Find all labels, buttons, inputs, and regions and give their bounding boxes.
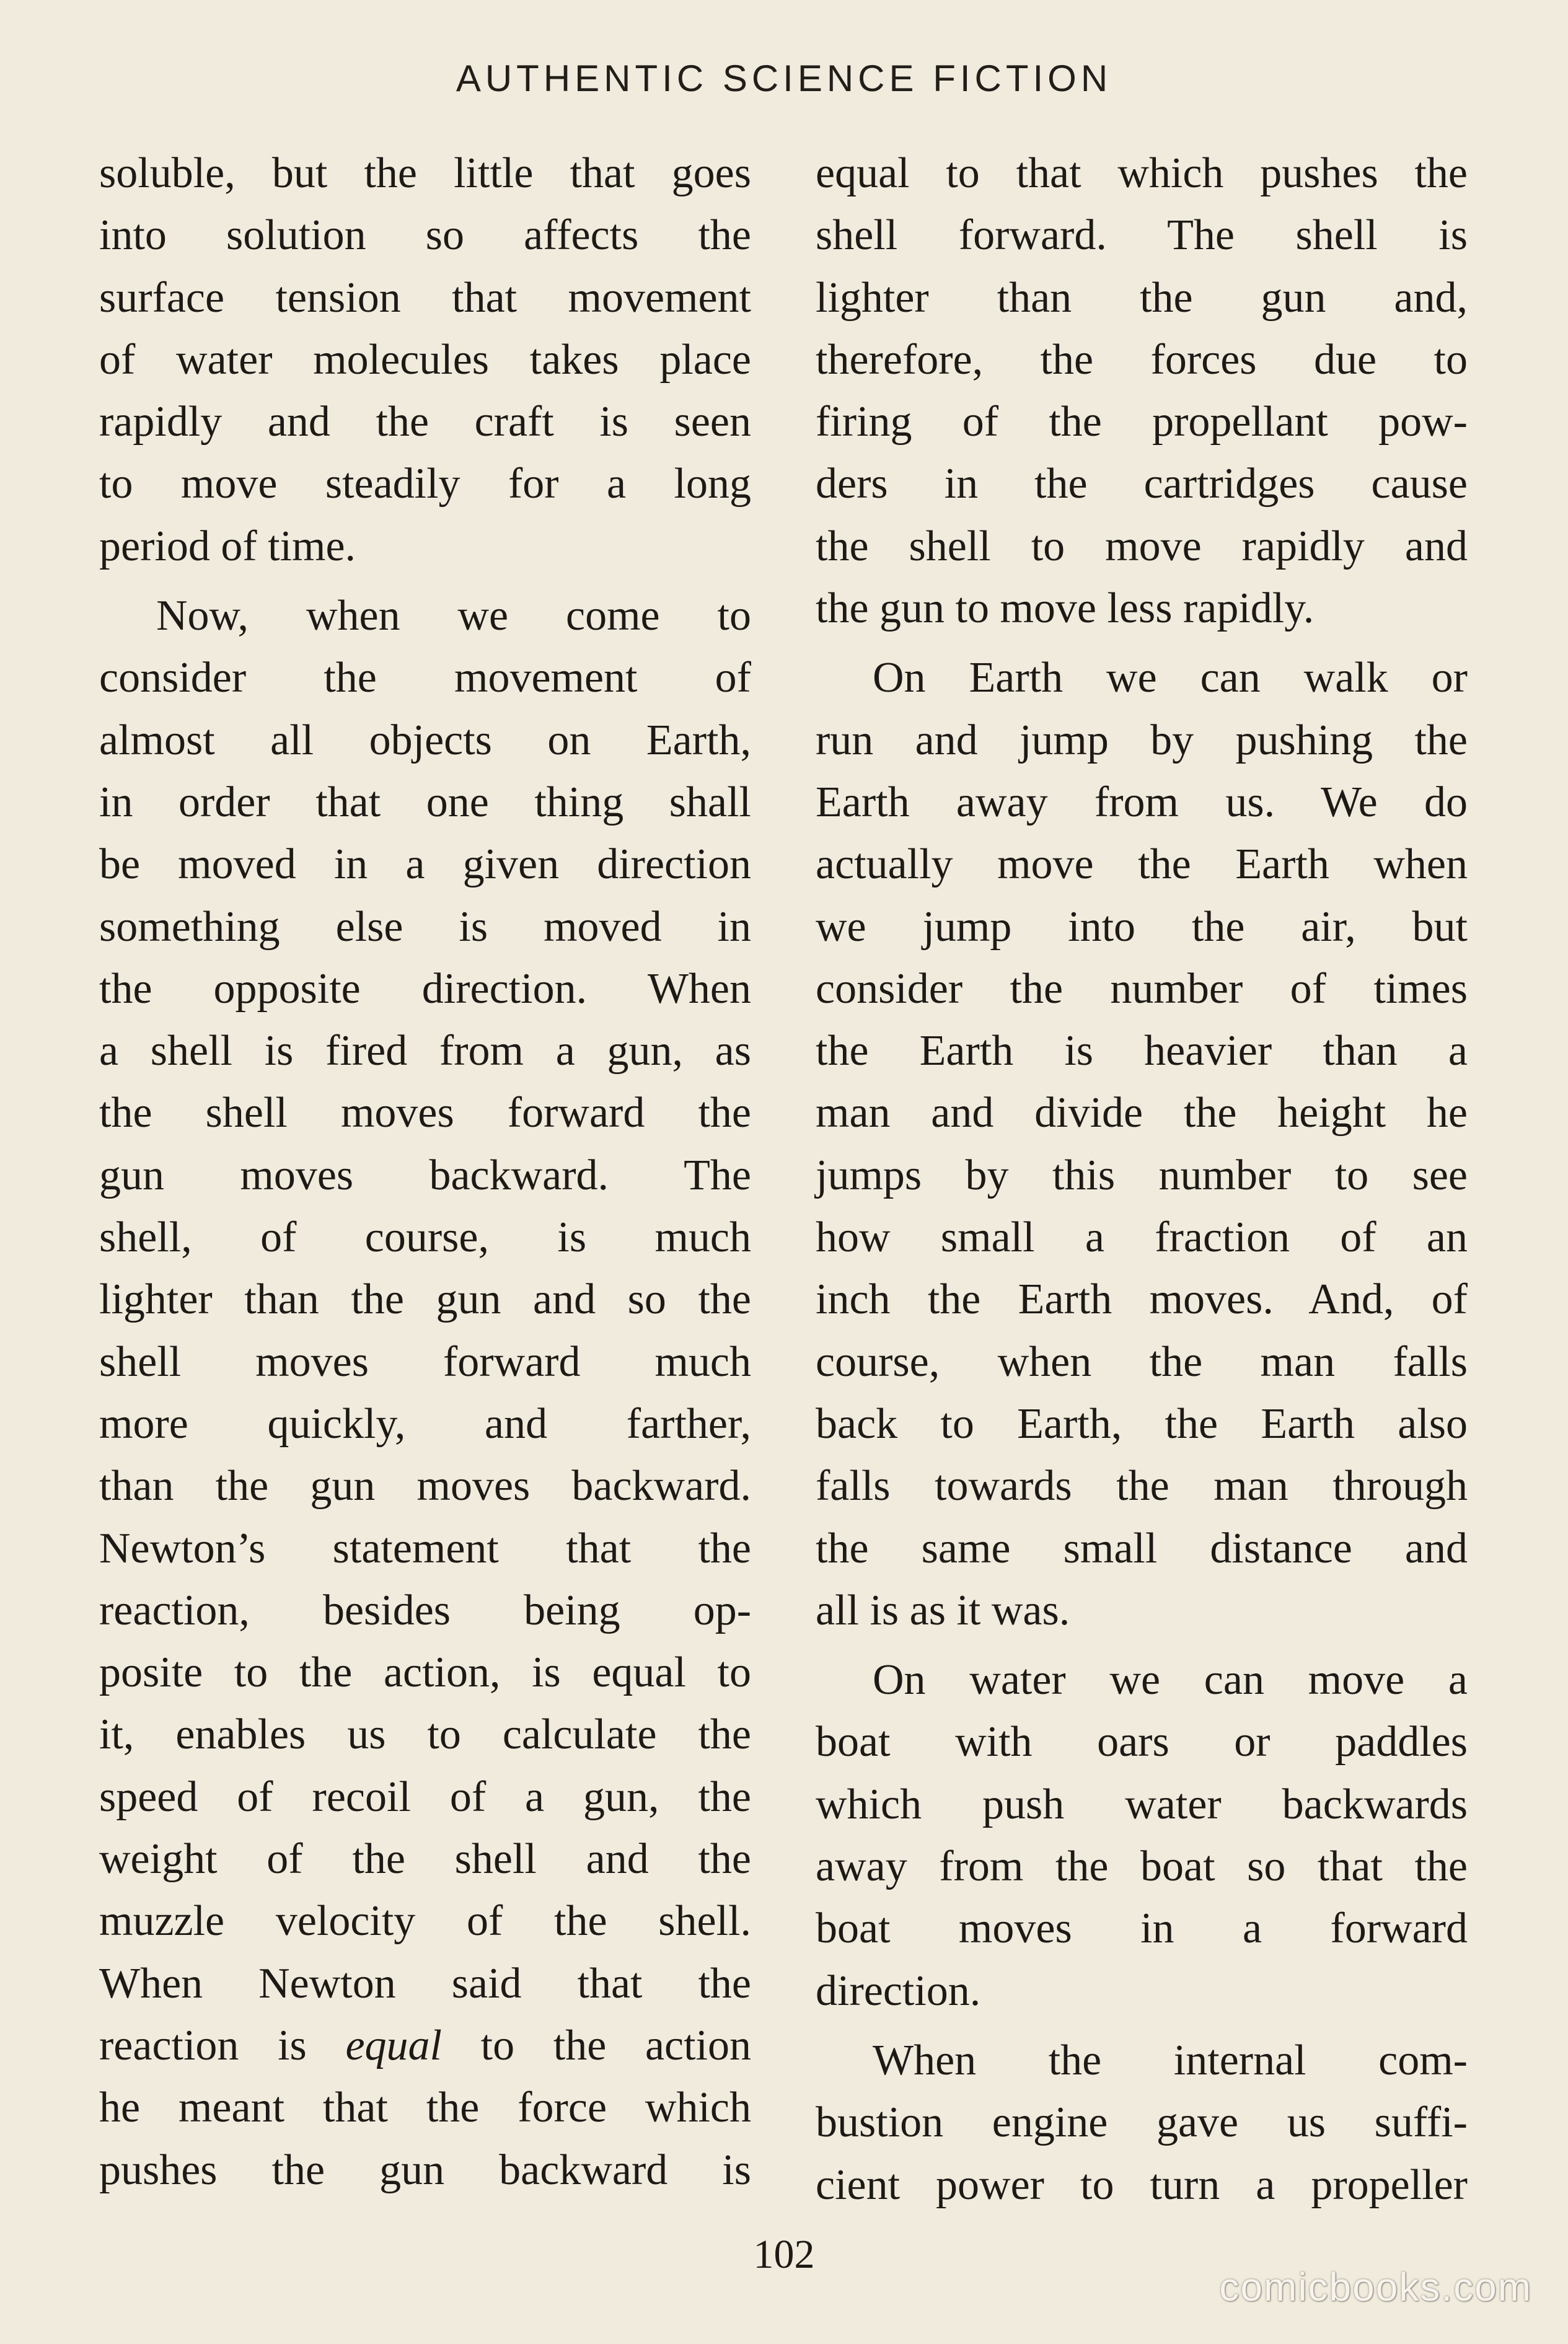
text-line: When the internal com- [873, 2036, 1468, 2084]
text-line: to move steadily for a long [99, 460, 751, 508]
text-line: back to Earth, the Earth also [816, 1399, 1468, 1448]
text-line: the shell to move rapidly and [816, 522, 1468, 570]
text-line: period of time. [99, 522, 356, 570]
text-line: cient power to turn a propeller [816, 2161, 1468, 2209]
text-line: a shell is fired from a gun, as [99, 1027, 751, 1075]
text-line: On Earth we can walk or [873, 654, 1468, 702]
text-line: Newton’s statement that the [99, 1524, 751, 1572]
text-line: the gun to move less rapidly. [816, 584, 1315, 633]
text-line: almost all objects on Earth, [99, 716, 751, 764]
text-line: of water molecules takes place [99, 335, 751, 384]
text-line: lighter than the gun and so the [99, 1276, 751, 1324]
text-line: falls towards the man through [816, 1462, 1468, 1510]
text-line: therefore, the forces due to [816, 335, 1468, 384]
text-line: inch the Earth moves. And, of [816, 1276, 1468, 1324]
site-watermark: comicbooks.com [1219, 2265, 1532, 2309]
text-line: boat with oars or paddles [816, 1718, 1468, 1766]
text-line: pushes the gun backward is [99, 2146, 751, 2194]
text-line: On water we can move a [873, 1656, 1468, 1704]
text-line: course, when the man falls [816, 1337, 1468, 1386]
text-line: lighter than the gun and, [816, 273, 1468, 322]
text-line: shell forward. The shell is [816, 211, 1468, 260]
text-line: all is as it was. [816, 1586, 1070, 1634]
text-line: When Newton said that the [99, 1959, 751, 2007]
left-text-column [99, 143, 751, 2201]
emphasized-word: equal [345, 2021, 442, 2069]
text-line: we jump into the air, but [816, 902, 1468, 951]
text-line: bustion engine gave us suffi- [816, 2099, 1468, 2147]
text-line: actually move the Earth when [816, 840, 1468, 889]
text-line: rapidly and the craft is seen [99, 398, 751, 446]
text-line: shell moves forward much [99, 1337, 751, 1386]
text-line: reaction, besides being op- [99, 1586, 751, 1634]
text-line: equal to that which pushes the [816, 149, 1468, 197]
text-line: ders in the cartridges cause [816, 460, 1468, 508]
text-line: Now, when we come to [156, 592, 751, 640]
text-line: be moved in a given direction [99, 840, 751, 889]
text-line: than the gun moves backward. [99, 1462, 751, 1510]
page-number: 102 [753, 2232, 815, 2277]
text-line: consider the movement of [99, 654, 751, 702]
text-line: direction. [816, 1967, 981, 2015]
text-line: more quickly, and farther, [99, 1399, 751, 1448]
text-line: he meant that the force which [99, 2084, 751, 2132]
text-line: firing of the propellant pow- [816, 398, 1468, 446]
text-line: how small a fraction of an [816, 1214, 1468, 1262]
text-line: into solution so affects the [99, 211, 751, 260]
running-head: AUTHENTIC SCIENCE FICTION [456, 58, 1112, 99]
text-line: surface tension that movement [99, 273, 751, 322]
text-line: speed of recoil of a gun, the [99, 1773, 751, 1821]
text-line: the shell moves forward the [99, 1089, 751, 1137]
text-run: to the action [441, 2021, 751, 2069]
text-line-with-emphasis [99, 2015, 751, 2077]
text-line: something else is moved in [99, 902, 751, 951]
text-line: run and jump by pushing the [816, 716, 1468, 764]
right-text-column [816, 143, 1468, 2216]
text-line: it, enables us to calculate the [99, 1711, 751, 1759]
text-line: away from the boat so that the [816, 1843, 1468, 1891]
text-line: the opposite direction. When [99, 964, 751, 1013]
text-line: consider the number of times [816, 964, 1468, 1013]
text-line: jumps by this number to see [816, 1151, 1468, 1199]
text-line: which push water backwards [816, 1780, 1468, 1828]
text-line: man and divide the height he [816, 1089, 1468, 1137]
text-line: Earth away from us. We do [816, 778, 1468, 826]
text-line: boat moves in a forward [816, 1905, 1468, 1953]
text-line: soluble, but the little that goes [99, 149, 751, 197]
text-line: gun moves backward. The [99, 1151, 751, 1199]
text-line: the Earth is heavier than a [816, 1027, 1468, 1075]
text-line: in order that one thing shall [99, 778, 751, 826]
text-line: posite to the action, is equal to [99, 1649, 751, 1697]
text-line: shell, of course, is much [99, 1214, 751, 1262]
text-line: weight of the shell and the [99, 1835, 751, 1884]
text-run: reaction is [99, 2021, 346, 2069]
text-line: muzzle velocity of the shell. [99, 1897, 751, 1945]
text-line: the same small distance and [816, 1524, 1468, 1572]
